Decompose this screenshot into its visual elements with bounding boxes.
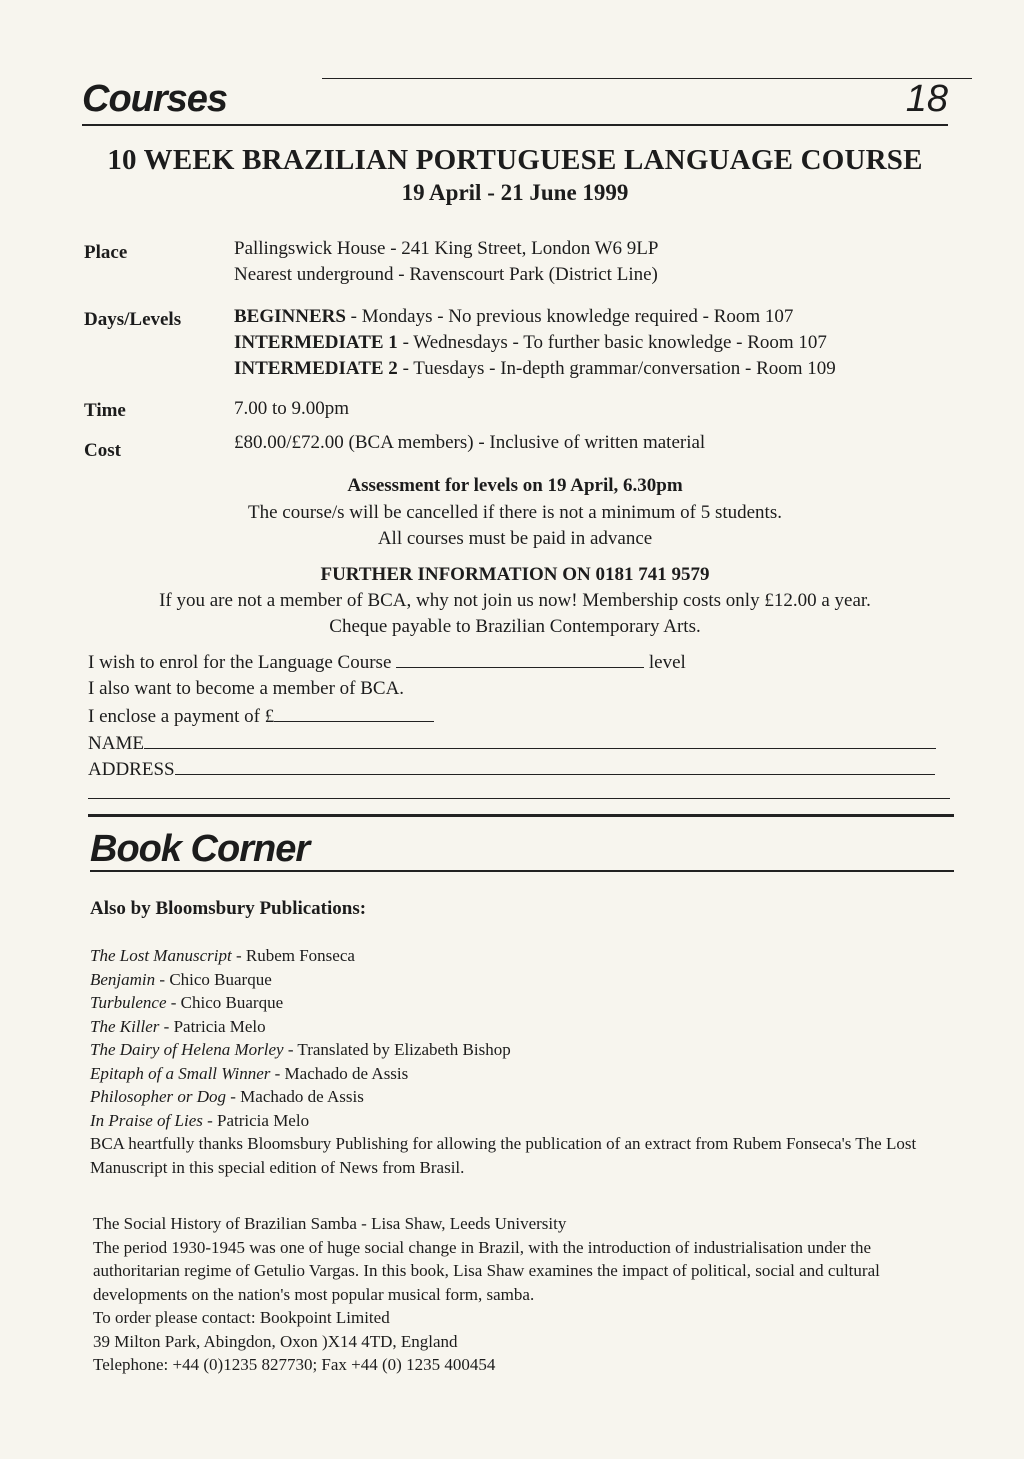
enrol-line [88,651,686,674]
place-underground: Nearest underground - Ravenscourt Park (District Line) [234,264,658,285]
also-by-heading: Also by Bloomsbury Publications: [90,898,367,919]
payment-note: All courses must be paid in advance [377,528,653,549]
member-line: I also want to become a member of BCA. [88,678,405,699]
enrol-prefix: I wish to enrol for the Language Course [88,652,392,673]
place-value [234,236,658,288]
payment-line [88,705,434,728]
assessment-note: Assessment for levels on 19 April, 6.30pm [347,475,683,496]
thanks-note: BCA heartfully thanks Bloomsbury Publishing for allowing the publication of an extract from Rubem Fonseca's The Lost Manuscript in this special edition of News from Brasil. [90,1134,917,1177]
list-item: Philosopher or Dog - Machado de Assis [90,1087,364,1106]
payment-prefix: I enclose a payment of £ [88,706,275,727]
enrol-suffix: level [648,652,686,673]
list-item: The Lost Manuscript - Rubem Fonseca [90,946,355,965]
payment-amount-field[interactable] [274,705,434,722]
further-info: FURTHER INFORMATION ON 0181 741 9579 [320,564,710,585]
address-field-line-2[interactable] [88,798,950,799]
level-beginners: BEGINNERS - Mondays - No previous knowledge required - Room 107 [234,306,794,327]
address-line [88,758,935,781]
time-label: Time [84,400,126,421]
list-item: Turbulence - Chico Buarque [90,993,284,1012]
order-phone: Telephone: +44 (0)1235 827730; Fax +44 (0) 1235 400454 [93,1355,496,1374]
levels-list [234,304,836,382]
section-title: Courses [82,78,228,120]
order-contact: To order please contact: Bookpoint Limited [93,1308,390,1327]
name-label: NAME [88,733,144,754]
days-levels-label: Days/Levels [84,309,182,330]
time-value: 7.00 to 9.00pm [234,398,350,419]
header-rule-top [322,78,972,79]
place-label: Place [84,242,128,263]
cheque-note: Cheque payable to Brazilian Contemporary Arts. [329,616,701,637]
course-title: 10 WEEK BRAZILIAN PORTUGUESE LANGUAGE COURSE [107,144,923,176]
place-address: Pallingswick House - 241 King Street, London W6 9LP [234,238,659,259]
list-item: The Killer - Patricia Melo [90,1016,266,1036]
page-number: 18 [905,78,948,120]
samba-title: The Social History of Brazilian Samba - Lisa Shaw, Leeds University [93,1214,567,1233]
book-list [90,944,920,1179]
list-item: The Dairy of Helena Morley - Translated by Elizabeth Bishop [90,1040,511,1059]
cancel-note: The course/s will be cancelled if there is not a minimum of 5 students. [248,502,782,523]
samba-section [93,1212,953,1377]
level-intermediate-1: INTERMEDIATE 1 - Wednesdays - To further basic knowledge - Room 107 [234,332,827,353]
cost-value: £80.00/£72.00 (BCA members) - Inclusive of written material [234,432,706,453]
header-rule-bottom [82,124,948,126]
section-divider [88,814,954,817]
enrol-level-field[interactable] [396,651,644,668]
list-item: Benjamin - Chico Buarque [90,969,272,989]
courses-header [82,78,948,128]
level-intermediate-2: INTERMEDIATE 2 - Tuesdays - In-depth grammar/conversation - Room 109 [234,358,836,379]
book-corner-title: Book Corner [90,828,310,870]
name-line [88,732,936,755]
list-item: In Praise of Lies - Patricia Melo [90,1110,310,1130]
order-address: 39 Milton Park, Abingdon, Oxon )X14 4TD, England [93,1331,458,1351]
address-label: ADDRESS [88,759,175,780]
cost-label: Cost [84,440,121,461]
course-dates: 19 April - 21 June 1999 [401,180,629,205]
membership-note: If you are not a member of BCA, why not join us now! Membership costs only £12.00 a year. [159,590,871,611]
book-corner-rule [90,870,954,872]
name-field[interactable] [144,732,936,749]
address-field[interactable] [175,758,935,775]
list-item: Epitaph of a Small Winner - Machado de Assis [90,1063,409,1083]
samba-description: The period 1930-1945 was one of huge social change in Brazil, with the introduction of industrialisation under the authoritarian regime of Getulio Vargas. In this book, Lisa Shaw examines the impact of political, social and cultural developments on the nation's most popular musical form, samba. [93,1237,880,1304]
